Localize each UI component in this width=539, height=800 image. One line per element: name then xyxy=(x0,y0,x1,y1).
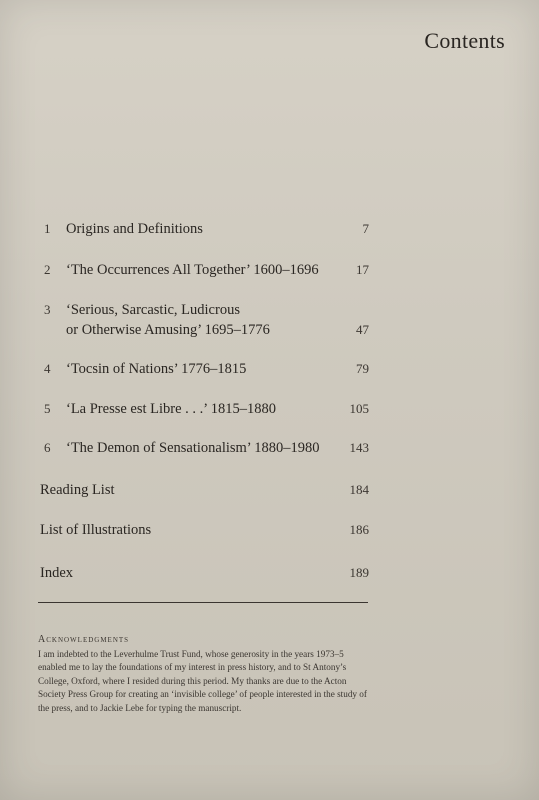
divider-rule xyxy=(38,602,368,603)
back-matter-title: Reading List xyxy=(40,482,115,498)
chapter-title-line-1: ‘Serious, Sarcastic, Ludicrous xyxy=(66,302,240,318)
chapter-title: ‘The Demon of Sensationalism’ xyxy=(66,440,251,456)
chapter-dates: 1600–1696 xyxy=(253,262,319,278)
chapter-title-wrap xyxy=(66,262,319,279)
page-number: 143 xyxy=(349,440,369,455)
chapter-title-line-2-wrap xyxy=(66,322,270,339)
chapter-dates: 1880–1980 xyxy=(254,440,320,456)
chapter-number: 2 xyxy=(44,262,51,277)
page-number: 189 xyxy=(349,565,369,580)
back-matter-title: List of Illustrations xyxy=(40,522,152,538)
chapter-title: Origins and Definitions xyxy=(66,221,203,237)
chapter-title-wrap xyxy=(66,302,270,339)
chapter-title: ‘The Occurrences All Together’ xyxy=(66,262,250,278)
back-matter-title: Index xyxy=(40,565,74,581)
page-title: Contents xyxy=(424,28,505,53)
chapter-number: 6 xyxy=(44,440,51,455)
page-number: 105 xyxy=(349,401,369,416)
page-number: 17 xyxy=(356,262,369,277)
chapter-dates: 1695–1776 xyxy=(204,322,270,338)
chapter-title-wrap xyxy=(66,440,319,457)
page-number: 79 xyxy=(356,361,369,376)
page-number: 186 xyxy=(349,522,369,537)
chapter-title-line-2: or Otherwise Amusing’ xyxy=(66,322,202,338)
acknowledgments-text: I am indebted to the Leverhulme Trust Fund, whose generosity in the years 1973–5 enabled me to lay the foundations of my interest in press history, and to St Antony’s College, Oxford, where I resided during this period. My thanks are due to the Acton Society Press Group for creating an ‘invisible college’ of people interested in the study of the press, and to Jackie Lebe for typing the manuscript. xyxy=(38,649,367,713)
chapter-dates: 1815–1880 xyxy=(210,401,276,417)
acknowledgments-heading: Acknowledgments xyxy=(38,634,130,645)
chapter-title-wrap xyxy=(66,361,246,378)
chapter-title: ‘Tocsin of Nations’ xyxy=(66,361,178,377)
page-number: 47 xyxy=(356,322,369,337)
chapter-title: ‘La Presse est Libre . . .’ xyxy=(66,401,208,417)
page-number: 7 xyxy=(362,221,369,236)
chapter-number: 3 xyxy=(44,302,51,317)
chapter-title-wrap xyxy=(66,401,276,418)
chapter-dates: 1776–1815 xyxy=(181,361,247,377)
chapter-number: 4 xyxy=(44,361,51,376)
chapter-number: 1 xyxy=(44,221,51,236)
page-number: 184 xyxy=(349,482,369,497)
chapter-number: 5 xyxy=(44,401,51,416)
